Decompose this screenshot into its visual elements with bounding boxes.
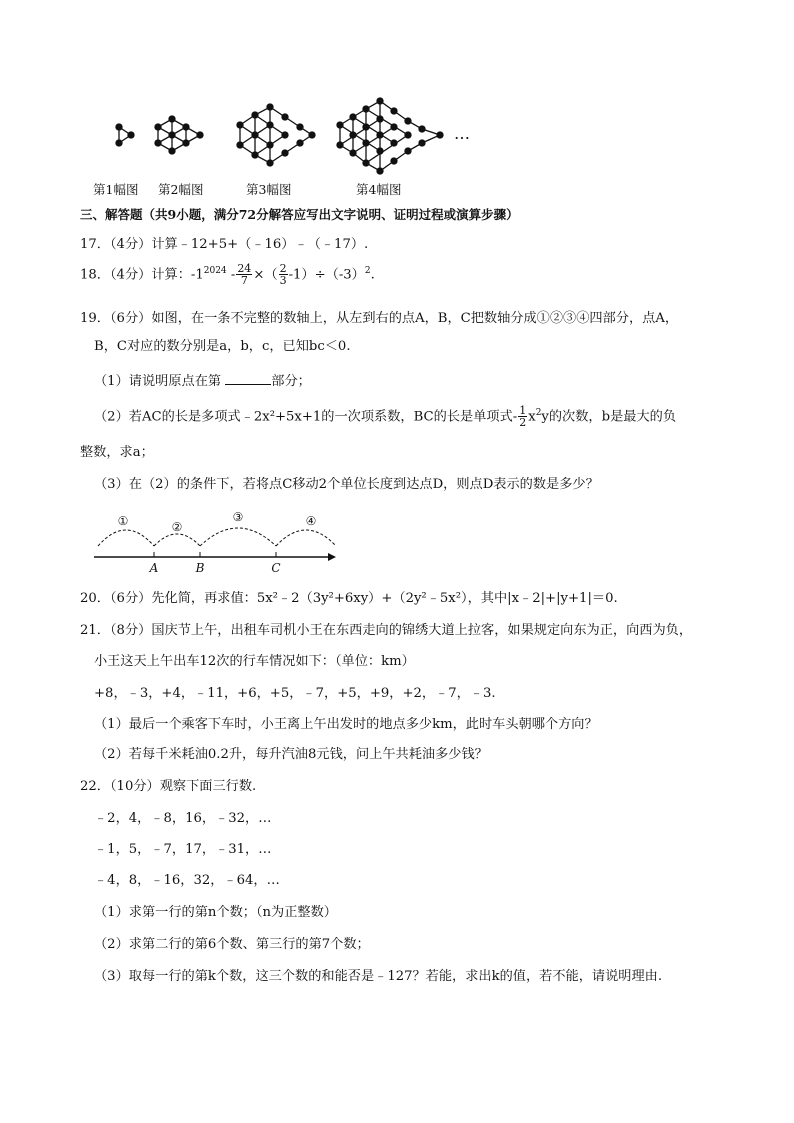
q18-rest: -1）÷（-3）: [288, 267, 365, 283]
point-a-label: A: [149, 561, 159, 575]
question-22-row-2: ﹣1，5，﹣7，17，﹣31，…: [94, 842, 272, 857]
question-22: 22．（10分）观察下面三行数.: [80, 779, 257, 794]
figure-3-pattern: [237, 104, 315, 166]
part-3-label: ③: [232, 510, 244, 524]
q18-prefix: 18．（4分）计算：: [80, 267, 191, 283]
part-1-label: ①: [117, 514, 129, 528]
question-22-sub-3: （3）取每一行的第k个数，这三个数的和能否是﹣127？若能，求出k的值，若不能，请说明理由.: [94, 969, 663, 984]
q18-minus: -: [226, 267, 236, 283]
q19-sub2-x: x: [528, 409, 536, 425]
figures-ellipsis: …: [454, 124, 470, 143]
question-19-line-2: B，C对应的数分别是a，b，c，已知bc＜0.: [94, 339, 351, 354]
q18-end: .: [370, 267, 375, 283]
figure-1-label: 第1幅图: [93, 182, 139, 197]
section-heading: 三、解答题（共9小题，满分72分解答应写出文字说明、证明过程或演算步骤）: [80, 207, 519, 222]
question-21-sub-2: （2）若每千米耗油0.2升，每升汽油8元钱，问上午共耗油多少钱？: [94, 747, 488, 762]
arc-part-2: [154, 534, 200, 546]
q18-fraction-1: [236, 263, 252, 286]
q18-frac1-den: 7: [240, 274, 248, 288]
question-18: [80, 262, 375, 286]
question-22-sub-2: （2）求第二行的第6个数、第三行的第7个数；: [94, 937, 370, 952]
q18-frac1-num: 24: [237, 262, 252, 276]
figure-4-label: 第4幅图: [356, 182, 402, 197]
part-4-label: ④: [305, 514, 317, 528]
q19-frac-den: 2: [519, 416, 527, 430]
dot-pattern-figures: [100, 95, 480, 180]
figure-2-pattern: [155, 116, 203, 154]
q18-fraction-2: [279, 263, 288, 286]
figure-2-label: 第2幅图: [158, 182, 204, 197]
question-21-sub-1: （1）最后一个乘客下车时，小王离上午出发时的地点多少km，此时车头朝哪个方向？: [94, 717, 598, 732]
number-line-diagram: [90, 506, 340, 576]
question-22-row-1: ﹣2，4，﹣8，16，﹣32，…: [94, 811, 272, 826]
question-20: 20．（6分）先化简，再求值：5x²﹣2（3y²+6xy）+（2y²﹣5x²），其中|x﹣2|+|y+1|＝0.: [80, 591, 618, 606]
q19-frac-num: 1: [519, 404, 527, 418]
question-17: 17．（4分）计算﹣12+5+（﹣16）﹣（﹣17）.: [80, 237, 369, 252]
question-19-sub-3: （3）在（2）的条件下，若将点C移动2个单位长度到达点D，则点D表示的数是多少？: [94, 477, 599, 492]
q19-sub2-text-a: （2）若AC的长是多项式﹣2x²+5x+1的一次项系数，BC的长是单项式: [94, 409, 513, 425]
question-22-sub-1: （1）求第一行的第n个数；（n为正整数）: [94, 905, 337, 920]
arc-part-1: [98, 530, 154, 546]
q19-sub2-text-b: y的次数，b是最大的负: [541, 409, 677, 425]
question-21-line-1: 21．（8分）国庆节上午，出租车司机小王在东西走向的锦绣大道上拉客，如果规定向东为正，向西为负，: [80, 623, 693, 638]
arc-part-3: [200, 528, 276, 546]
q18-times: ×（: [253, 267, 278, 283]
part-2-label: ②: [171, 520, 183, 534]
question-19-line-1: 19．（6分）如图，在一条不完整的数轴上，从左到右的点A，B，C把数轴分成①②③④四部分，点A，: [80, 311, 679, 326]
q18-frac2-den: 3: [279, 274, 287, 288]
axis-arrow: [328, 553, 336, 561]
q19-sub2-xexp: 2: [535, 408, 542, 418]
figure-3-label: 第3幅图: [246, 182, 292, 197]
figure-4-pattern: [337, 98, 443, 174]
q19-sub1-text-b: 部分；: [271, 374, 311, 389]
q19-sub2-fraction: [518, 405, 527, 428]
arc-part-4: [276, 530, 336, 546]
figure-1-pattern: [116, 124, 134, 146]
q19-sub1-text-a: （1）请说明原点在第: [94, 374, 222, 389]
question-19-sub-2-cont: 整数，求a；: [80, 445, 154, 460]
q18-exponent: 2024: [203, 266, 227, 276]
q18-frac2-num: 2: [279, 262, 287, 276]
q19-answer-blank[interactable]: [225, 372, 271, 385]
q19-sub2-neg: -: [512, 409, 518, 425]
question-21-data: +8，﹣3，+4，﹣11，+6，+5，﹣7，+5，+9，+2，﹣7，﹣3.: [94, 686, 496, 701]
point-c-label: C: [271, 561, 281, 575]
question-22-row-3: ﹣4，8，﹣16，32，﹣64，…: [94, 873, 280, 888]
q18-exponent-2: 2: [364, 266, 371, 276]
question-21-line-2: 小王这天上午出车12次的行车情况如下：（单位：km）: [94, 654, 415, 669]
question-19-sub-1: [94, 372, 311, 391]
point-b-label: B: [195, 561, 205, 575]
q18-base: -1: [190, 267, 204, 283]
question-19-sub-2: [94, 404, 676, 428]
